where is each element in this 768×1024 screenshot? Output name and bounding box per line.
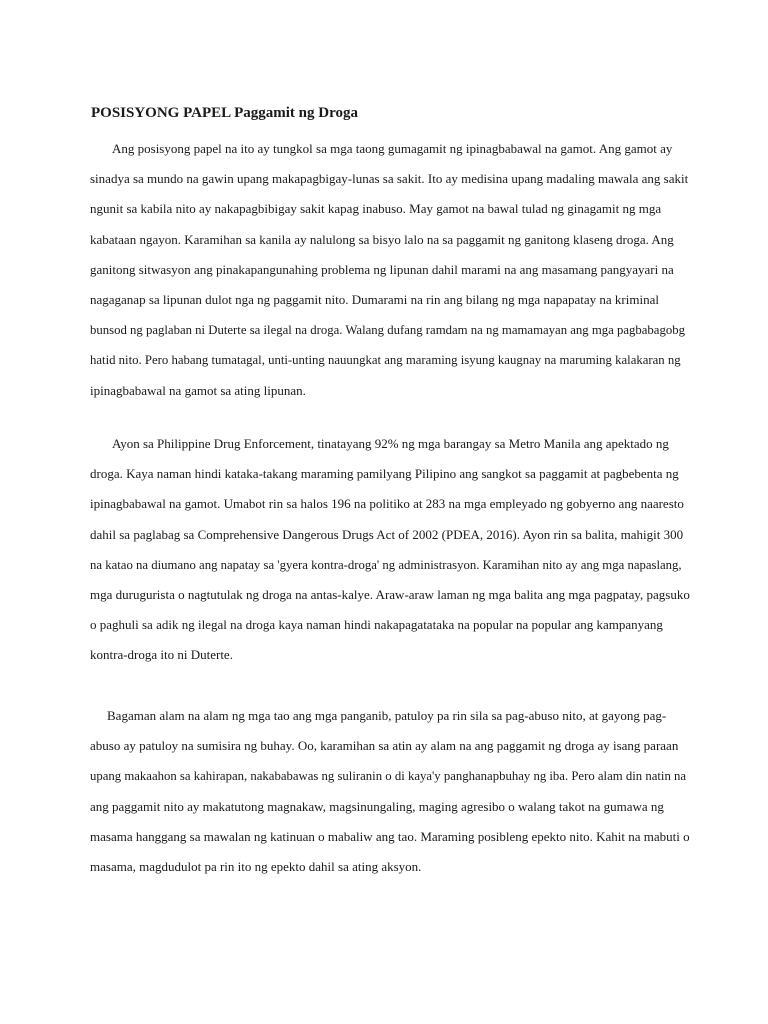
paragraph-line: upang makaahon sa kahirapan, nakababawas ng suliranin o di kaya'y panghanapbuhay ng iba. Pero alam din natin na bbox=[90, 769, 687, 784]
paragraph-3 bbox=[90, 701, 690, 882]
paragraph-line: masama, magdudulot pa rin ito ng epekto dahil sa ating aksyon. bbox=[90, 858, 422, 874]
paragraph-line: mga durugurista o nagtutulak ng droga na antas-kalye. Araw-araw laman ng mga balita ang mga pagpatay, pagsuko bbox=[90, 586, 690, 602]
paragraph-line: kabataan ngayon. Karamihan sa kanila ay nalulong sa bisyo lalo na sa paggamit ng ganitong klaseng droga. Ang bbox=[90, 231, 674, 247]
paragraph-line: dahil sa paglabag sa Comprehensive Dangerous Drugs Act of 2002 (PDEA, 2016). Ayon rin sa balita, mahigit 300 bbox=[90, 526, 684, 542]
paragraph-line: ganitong sitwasyon ang pinakapangunahing problema ng lipunan dahil marami na ang masamang pangyayari na bbox=[90, 261, 674, 277]
paragraph-line: na katao na diumano ang napatay sa 'gyera kontra-droga' ng administrasyon. Karamihan nito ay ang mga napaslang, bbox=[90, 557, 682, 572]
paragraph-line: droga. Kaya naman hindi kataka-takang maraming pamilyang Pilipino ang sangkot sa paggamit at pagbebenta ng bbox=[90, 466, 679, 482]
paragraph-line: masama hanggang sa mawalan ng katinuan o mabaliw ang tao. Maraming posibleng epekto nito. Kahit na mabuti o bbox=[90, 828, 690, 844]
document-title: POSISYONG PAPEL Paggamit ng Droga bbox=[91, 105, 358, 121]
paragraph-line: Bagaman alam na alam ng mga tao ang mga panganib, patuloy pa rin sila sa pag-abuso nito, at gayong pag- bbox=[107, 708, 667, 723]
paragraph-line: Ang posisyong papel na ito ay tungkol sa mga taong gumagamit ng ipinagbabawal na gamot. Ang gamot ay bbox=[112, 141, 673, 156]
paragraph-line: ang paggamit nito ay makatutong magnakaw, magsinungaling, maging agresibo o walang takot na gumawa ng bbox=[90, 798, 664, 814]
paragraph-1 bbox=[90, 134, 690, 406]
paragraph-2 bbox=[90, 429, 690, 671]
paragraph-line: ngunit sa kabila nito ay nakapagbibigay sakit kapag inabuso. May gamot na bawal tulad ng ginagamit ng mga bbox=[90, 201, 662, 217]
paragraph-line: kontra-droga ito ni Duterte. bbox=[90, 647, 233, 663]
paragraph-line: nagaganap sa lipunan dulot nga ng paggamit nito. Dumarami na rin ang bilang ng mga napapatay na kriminal bbox=[90, 291, 659, 307]
paragraph-line: ipinagbabawal na gamot. Umabot rin sa halos 196 na politiko at 283 na mga empleyado ng gobyerno ang naaresto bbox=[90, 496, 684, 512]
paragraph-line: o paghuli sa adik ng ilegal na droga kaya naman hindi nakapagatataka na popular na popular ang kampanyang bbox=[90, 617, 663, 633]
paragraph-line: hatid nito. Pero habang tumatagal, unti-unting nauungkat ang maraming isyung kaugnay na maruming kalakaran ng bbox=[90, 353, 681, 368]
paragraph-line: bunsod ng paglaban ni Duterte sa ilegal na droga. Walang dufang ramdam na ng mamamayan ang mga pagbabagobg bbox=[90, 323, 685, 338]
paragraph-line: sinadya sa mundo na gawin upang makapagbigay-lunas sa sakit. Ito ay medisina upang madaling mawala ang sakit bbox=[90, 171, 689, 187]
paragraph-line: ipinagbabawal na gamot sa ating lipunan. bbox=[90, 382, 306, 398]
paragraph-line: abuso ay patuloy na sumisira ng buhay. Oo, karamihan sa atin ay alam na ang paggamit ng droga ay isang paraan bbox=[90, 738, 679, 754]
paragraph-line: Ayon sa Philippine Drug Enforcement, tinatayang 92% ng mga barangay sa Metro Manila ang apektado ng bbox=[112, 436, 669, 451]
